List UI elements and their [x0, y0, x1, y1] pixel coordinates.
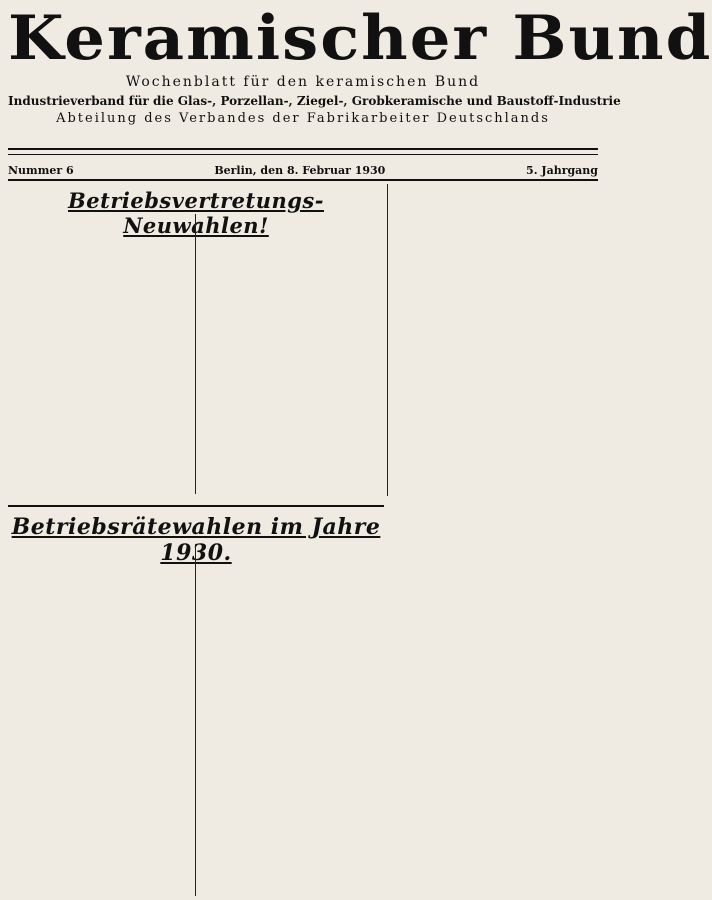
issue-bar: [8, 162, 598, 181]
industry-line: Industrieverband für die Glas-, Porzellan-, Ziegel-, Grobkeramische und Baustoff-Industrie: [8, 94, 621, 108]
publication-info-line: [8, 148, 598, 155]
issue-volume: 5. Jahrgang: [526, 164, 598, 177]
article-1-column-3: [390, 184, 598, 496]
column-rule: [387, 184, 388, 496]
issue-place-date: Berlin, den 8. Februar 1930: [214, 164, 386, 177]
article-betriebsraetewahlen: [8, 512, 384, 896]
column-rule: [195, 546, 196, 896]
article-1-headline: Betriebsvertretungs-Neuwahlen!: [68, 188, 324, 238]
article-2-column-2: [198, 546, 384, 896]
article-2-column-1: [8, 546, 194, 896]
newspaper-title: Keramischer Bund: [8, 2, 712, 75]
article-betriebsvertretungs-neuwahlen: [8, 184, 598, 496]
issue-number: Nummer 6: [8, 164, 74, 177]
notice-box: [198, 420, 384, 423]
section-divider: [8, 505, 384, 507]
column-rule: [195, 214, 196, 494]
article-2-headline: Betriebsrätewahlen im Jahre 1930.: [11, 514, 381, 566]
newspaper-subtitle: Wochenblatt für den keramischen Bund: [125, 74, 481, 90]
masthead: [8, 2, 712, 126]
article-1-column-1: [8, 216, 194, 494]
department-line: Abteilung des Verbandes der Fabrikarbeiter Deutschlands: [56, 111, 550, 126]
article-1-column-2: [198, 184, 384, 496]
